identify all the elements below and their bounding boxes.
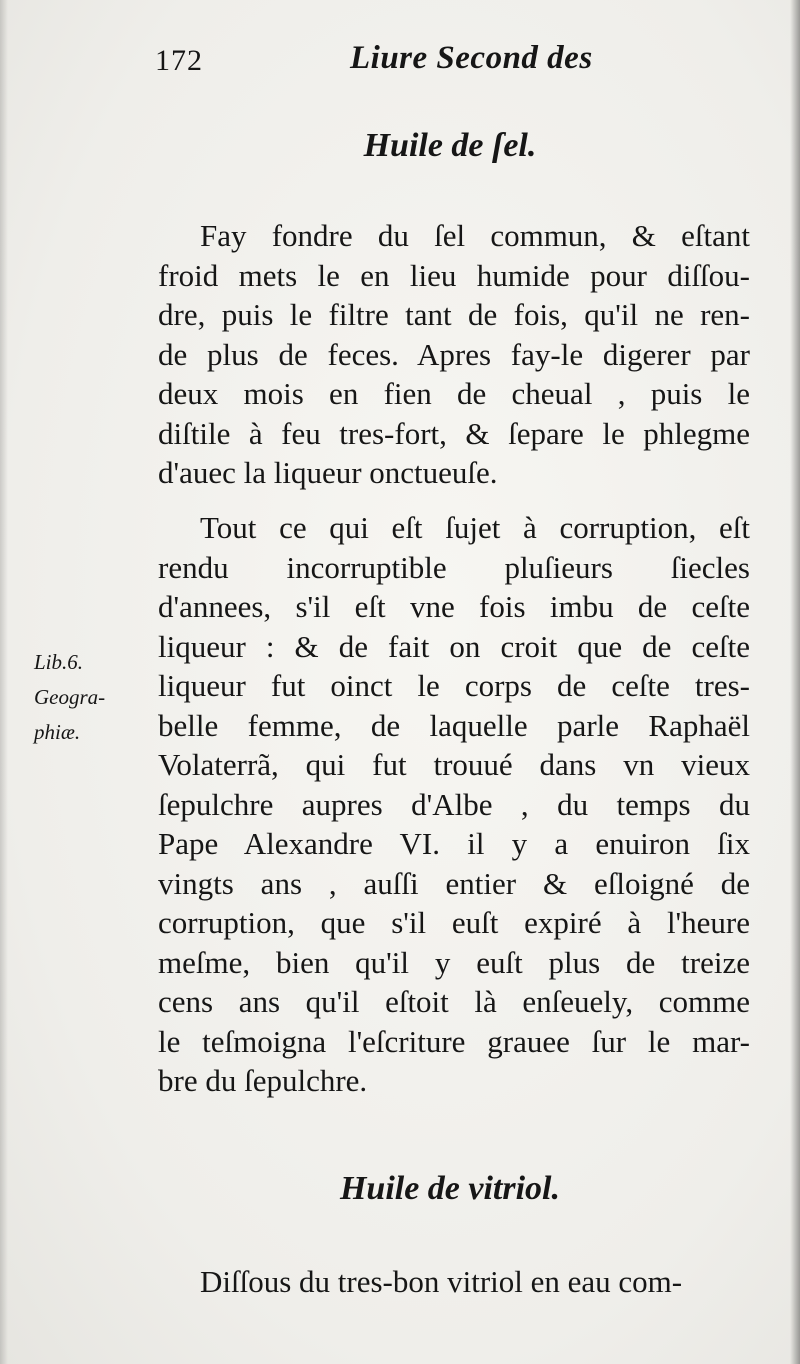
text-line: vingts ans , auſſi entier & eſloigné de: [158, 865, 750, 901]
text-line: deux mois en fien de cheual , puis le: [158, 376, 750, 411]
running-head: [150, 38, 750, 88]
page-gutter-shadow: [0, 0, 8, 1364]
margin-note-line: phiæ.: [34, 720, 81, 744]
page-edge-shadow: [790, 0, 800, 1364]
section-heading-huile-de-vitriol: Huile de vitriol.: [339, 1170, 561, 1207]
paragraph-3: [158, 1262, 750, 1302]
margin-note-line: Lib.6.: [34, 650, 84, 674]
text-line: rendu incorruptible pluſieurs ſiecles: [158, 549, 750, 585]
text-line: d'auec la liqueur onctueuſe.: [158, 455, 498, 490]
text-line: de plus de feces. Apres fay-le digerer par: [158, 336, 750, 372]
text-line: cens ans qu'il eſtoit là enſeuely, comme: [158, 984, 750, 1019]
text-line: Diſſous du tres-bon vitriol en eau com-: [200, 1264, 683, 1299]
text-line: Volaterrã, qui fut trouué dans vn vieux: [158, 747, 750, 782]
running-title: Liure Second des: [350, 40, 593, 76]
margin-note-line: Geogra-: [34, 685, 106, 709]
paragraph-1: [158, 216, 750, 493]
paragraph-2: [158, 508, 750, 1101]
page-number: 172: [155, 44, 203, 77]
text-line: diſtile à feu tres-fort, & ſepare le phlegme: [158, 415, 750, 451]
text-line: belle femme, de laquelle parle Raphaël: [158, 707, 750, 743]
section-heading-huile-de-sel: Huile de ſel.: [363, 127, 537, 164]
marginal-note: [34, 645, 149, 750]
text-line: bre du ſepulchre.: [158, 1063, 368, 1098]
text-line: dre, puis le filtre tant de fois, qu'il ne ren-: [158, 297, 750, 332]
text-line: liqueur fut oinct le corps de ceſte tres-: [158, 668, 750, 703]
text-line: d'annees, s'il eſt vne fois imbu de ceſte: [158, 589, 750, 624]
text-line: ſepulchre aupres d'Albe , du temps du: [158, 786, 750, 822]
text-line: meſme, bien qu'il y euſt plus de treize: [158, 944, 750, 980]
text-line: froid mets le en lieu humide pour diſſou-: [158, 257, 750, 293]
text-line: Fay fondre du ſel commun, & eſtant: [200, 218, 750, 253]
text-line: liqueur : & de fait on croit que de ceſte: [158, 628, 750, 664]
text-line: le teſmoigna l'eſcriture grauee ſur le mar-: [158, 1023, 750, 1059]
text-line: Pape Alexandre VI. il y a enuiron ſix: [158, 826, 750, 861]
text-line: Tout ce qui eſt ſujet à corruption, eſt: [200, 510, 750, 545]
text-line: corruption, que s'il euſt expiré à l'heure: [158, 905, 750, 940]
